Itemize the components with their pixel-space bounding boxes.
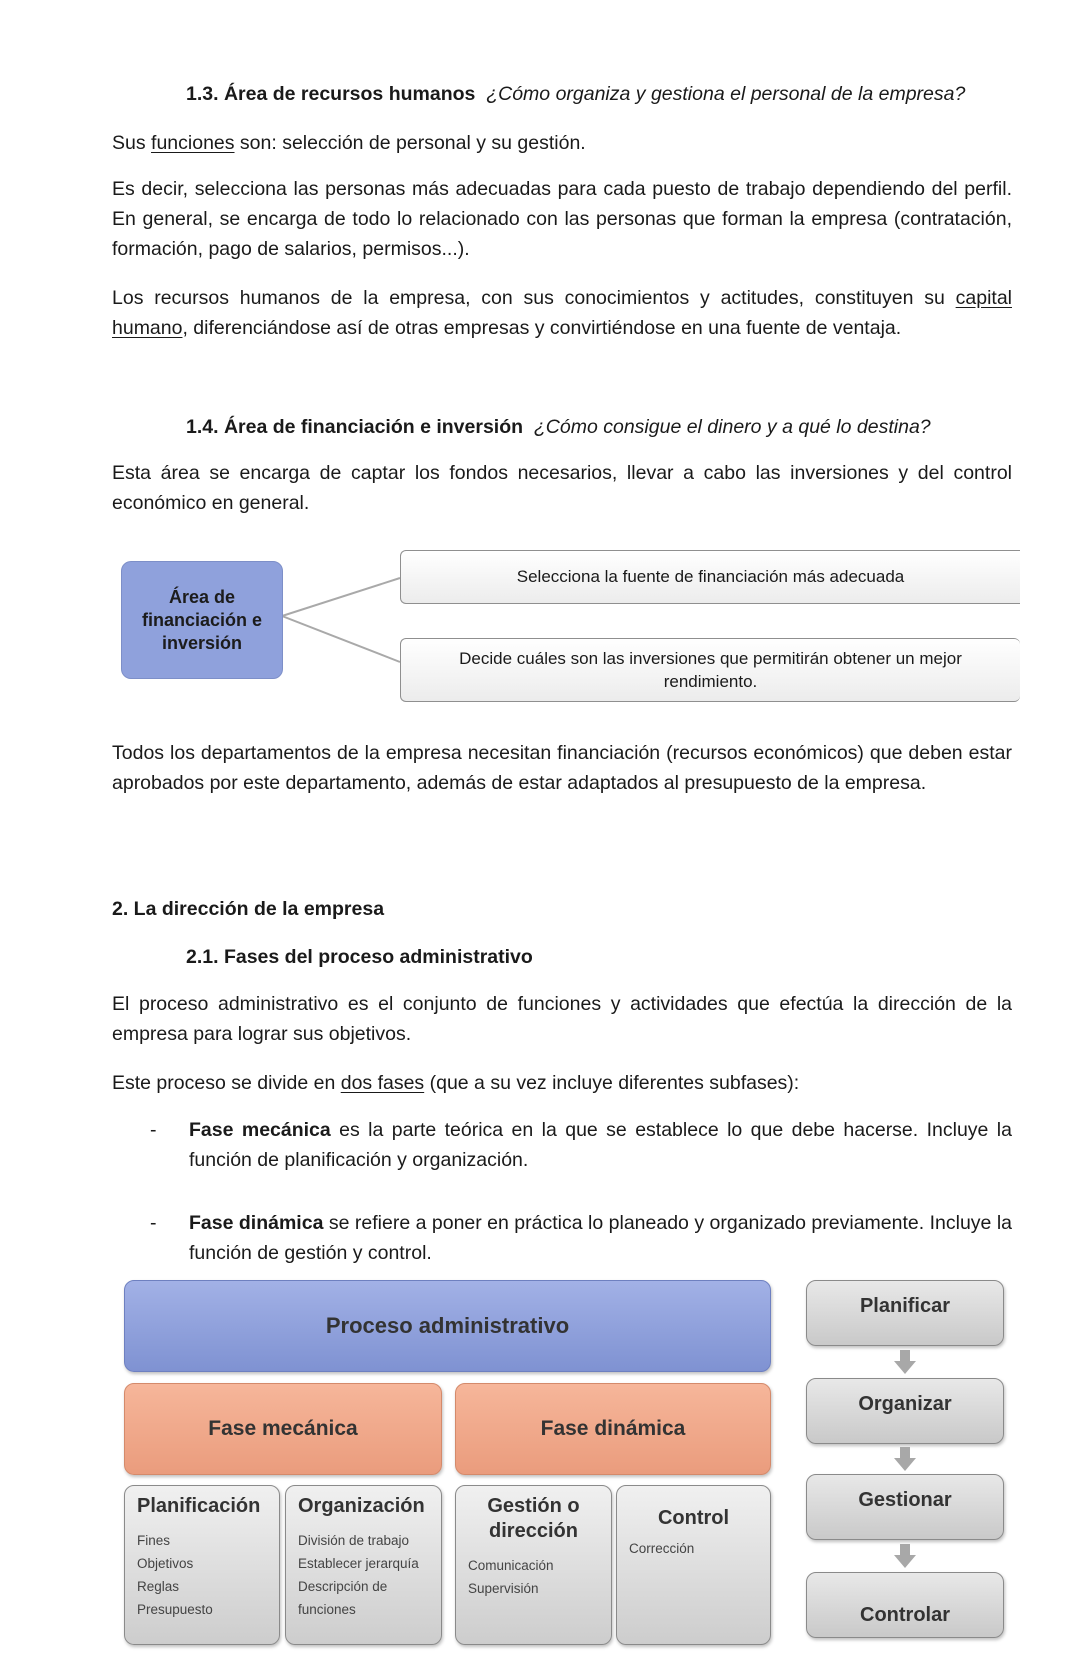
list-item: Descripción de <box>298 1579 388 1594</box>
subphase-items <box>298 1529 429 1621</box>
bullet-term: Fase dinámica <box>189 1212 324 1234</box>
list-item: Fines <box>137 1533 171 1548</box>
phase-mechanical-box: Fase mecánica <box>124 1383 442 1475</box>
subphase-items <box>137 1529 267 1621</box>
arrow-down-icon <box>894 1447 916 1471</box>
arrow-down-icon <box>894 1350 916 1374</box>
subphase-planificacion <box>124 1485 280 1645</box>
bullet-dash: - <box>150 1119 157 1141</box>
bullet-text: es la parte teórica en la que se establece lo que debe hacerse. Incluye la función de planificación y organización. <box>189 1119 1012 1171</box>
text-segment: son: selección de personal y su gestión. <box>234 132 586 154</box>
underlined-term: capital humano <box>112 287 1012 339</box>
paragraph-funds: Esta área se encarga de captar los fondos necesarios, llevar a cabo las inversiones y del control económico en general. <box>112 462 1012 514</box>
paragraph-selection: Es decir, selecciona las personas más adecuadas para cada puesto de trabajo dependiendo del perfil. En general, se encarga de todo lo relacionado con las personas que forman la empresa (contratación, formación, pago de salarios, permisos...). <box>112 178 1012 260</box>
list-item: Comunicación <box>468 1558 554 1573</box>
finance-branch-invest: Decide cuáles son las inversiones que permitirán obtener un mejor rendimiento. <box>400 638 1020 702</box>
subphase-title: Control <box>657 1507 730 1529</box>
heading-question: ¿Cómo consigue el dinero y a qué lo destina? <box>533 416 931 438</box>
list-item: Reglas <box>137 1579 180 1594</box>
step-organizar: Organizar <box>806 1378 1004 1444</box>
heading-text: 1.3. Área de recursos humanos <box>186 83 476 105</box>
subphase-items <box>629 1537 758 1560</box>
list-item: funciones <box>298 1602 356 1617</box>
heading-text: 1.4. Área de financiación e inversión <box>186 416 524 438</box>
text-segment: Sus <box>112 132 152 154</box>
subphase-control <box>616 1485 771 1645</box>
finance-root-box: Área de financiación e inversión <box>121 561 283 679</box>
paragraph-process: El proceso administrativo es el conjunto de funciones y actividades que efectúa la dirección de la empresa para lograr sus objetivos. <box>112 993 1012 1045</box>
subphase-items <box>468 1554 599 1600</box>
heading-question: ¿Cómo organiza y gestiona el personal de la empresa? <box>486 83 966 105</box>
paragraph-departments: Todos los departamentos de la empresa necesitan financiación (recursos económicos) que deben estar aprobados por este departamento, además de estar adaptados al presupuesto de la empresa. <box>112 742 1012 794</box>
list-item: Presupuesto <box>137 1602 213 1617</box>
text-segment: Este proceso se divide en <box>112 1072 341 1094</box>
phase-dynamic-box: Fase dinámica <box>455 1383 771 1475</box>
list-item: División de trabajo <box>298 1533 410 1548</box>
text-segment: Los recursos humanos de la empresa, con sus conocimientos y actitudes, constituyen su <box>112 287 956 309</box>
paragraph-two-phases <box>112 1068 1012 1098</box>
bullet-fase-mecanica <box>189 1115 1012 1175</box>
bullet-fase-dinamica <box>189 1208 1012 1268</box>
underlined-term: funciones <box>151 132 235 154</box>
section-2-1-heading: 2.1. Fases del proceso administrativo <box>186 946 533 968</box>
process-title-box: Proceso administrativo <box>124 1280 771 1372</box>
subphase-organizacion <box>285 1485 442 1645</box>
section-2-heading: 2. La dirección de la empresa <box>112 898 385 920</box>
text-segment: (que a su vez incluye diferentes subfases): <box>424 1072 800 1094</box>
bullet-term: Fase mecánica <box>189 1119 331 1141</box>
finance-branch-select: Selecciona la fuente de financiación más adecuada <box>400 550 1020 604</box>
step-gestionar: Gestionar <box>806 1474 1004 1540</box>
arrow-down-icon <box>894 1544 916 1568</box>
text-segment: , diferenciándose así de otras empresas y convirtiéndose en una fuente de ventaja. <box>182 317 902 339</box>
underlined-term: dos fases <box>340 1072 425 1094</box>
list-item: Objetivos <box>137 1556 194 1571</box>
list-item: Establecer jerarquía <box>298 1556 419 1571</box>
bullet-text: se refiere a poner en práctica lo planeado y organizado previamente. Incluye la función de gestión y control. <box>189 1212 1012 1264</box>
subphase-title: Organización <box>298 1495 425 1517</box>
list-item: Supervisión <box>468 1581 539 1596</box>
subphase-gestion <box>455 1485 612 1645</box>
subphase-title: Planificación <box>137 1495 261 1517</box>
list-item: Corrección <box>629 1541 695 1556</box>
subphase-title: Gestión o dirección <box>487 1495 580 1542</box>
bullet-dash: - <box>150 1212 157 1234</box>
step-controlar: Controlar <box>806 1572 1004 1638</box>
step-planificar: Planificar <box>806 1280 1004 1346</box>
